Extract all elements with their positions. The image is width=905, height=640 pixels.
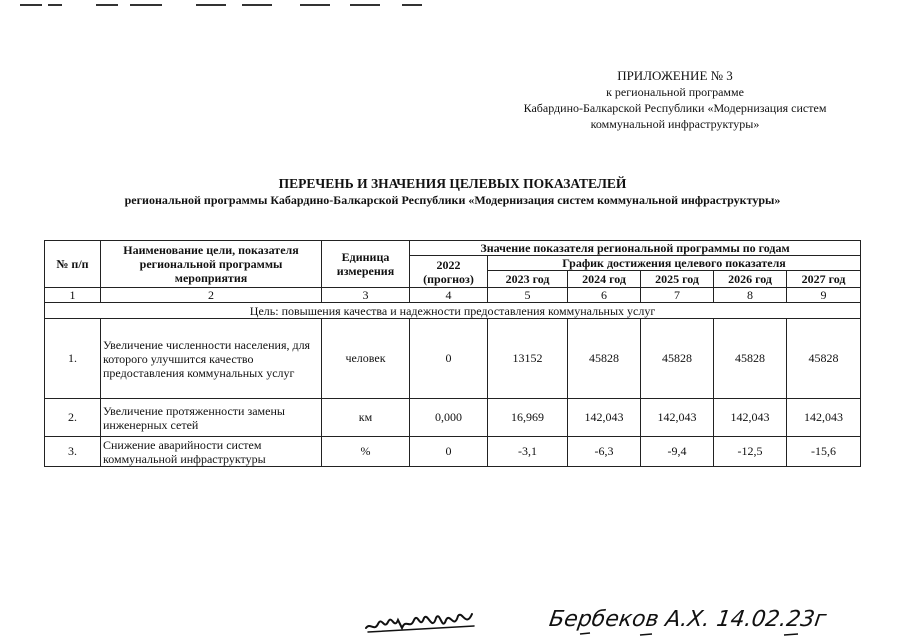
title-line-2: региональной программы Кабардино-Балкарской Республики «Модернизация систем коммунальной инфраструктуры» bbox=[124, 193, 781, 207]
row-value: -12,5 bbox=[714, 437, 787, 467]
row-num: 1. bbox=[45, 319, 101, 399]
document-title bbox=[0, 175, 905, 208]
row-unit: % bbox=[322, 437, 410, 467]
row-value-2022: 0,000 bbox=[410, 399, 488, 437]
goal-row: Цель: повышения качества и надежности предоставления коммунальных услуг bbox=[45, 303, 861, 319]
appendix-line: коммунальной инфраструктуры» bbox=[590, 117, 760, 131]
row-value: 45828 bbox=[641, 319, 714, 399]
handwritten-name-date bbox=[548, 600, 888, 640]
appendix-heading: ПРИЛОЖЕНИЕ № 3 bbox=[617, 68, 733, 83]
row-unit: человек bbox=[322, 319, 410, 399]
header-schedule: График достижения целевого показателя bbox=[488, 256, 861, 271]
header-line-fragment bbox=[20, 4, 42, 6]
header-unit: Единица измерения bbox=[322, 241, 410, 288]
row-value: 142,043 bbox=[568, 399, 641, 437]
row-unit: км bbox=[322, 399, 410, 437]
row-value-2022: 0 bbox=[410, 437, 488, 467]
title-line-1: ПЕРЕЧЕНЬ И ЗНАЧЕНИЯ ЦЕЛЕВЫХ ПОКАЗАТЕЛЕЙ bbox=[278, 176, 627, 191]
header-line-fragment bbox=[196, 4, 226, 6]
row-value-2022: 0 bbox=[410, 319, 488, 399]
table-row bbox=[45, 437, 861, 467]
table-row bbox=[45, 399, 861, 437]
appendix-block bbox=[455, 68, 895, 132]
column-number: 4 bbox=[410, 288, 488, 303]
indicators-table bbox=[44, 240, 861, 467]
row-value: 45828 bbox=[568, 319, 641, 399]
column-number: 3 bbox=[322, 288, 410, 303]
header-year: 2026 год bbox=[714, 271, 787, 288]
header-line-fragment bbox=[130, 4, 162, 6]
row-value: -15,6 bbox=[787, 437, 861, 467]
row-value: -9,4 bbox=[641, 437, 714, 467]
header-line-fragment bbox=[242, 4, 272, 6]
header-line-fragment bbox=[350, 4, 380, 6]
row-value: 142,043 bbox=[787, 399, 861, 437]
row-num: 2. bbox=[45, 399, 101, 437]
header-year: 2027 год bbox=[787, 271, 861, 288]
header-num: № п/п bbox=[45, 241, 101, 288]
appendix-line: к региональной программе bbox=[606, 85, 744, 99]
row-value: 142,043 bbox=[641, 399, 714, 437]
column-number: 8 bbox=[714, 288, 787, 303]
row-num: 3. bbox=[45, 437, 101, 467]
handwritten-name-text: Бербеков А.Х. 14.02.23г bbox=[548, 606, 828, 632]
column-number: 5 bbox=[488, 288, 568, 303]
column-number: 1 bbox=[45, 288, 101, 303]
column-number: 2 bbox=[101, 288, 322, 303]
row-value: 142,043 bbox=[714, 399, 787, 437]
column-number: 7 bbox=[641, 288, 714, 303]
column-number: 9 bbox=[787, 288, 861, 303]
row-value: -3,1 bbox=[488, 437, 568, 467]
header-line-fragment bbox=[402, 4, 422, 6]
header-line-fragment bbox=[48, 4, 62, 6]
appendix-line: Кабардино-Балкарской Республики «Модернизация систем bbox=[523, 101, 827, 115]
signature-scribble bbox=[362, 604, 482, 638]
header-values: Значение показателя региональной программы по годам bbox=[410, 241, 861, 256]
row-name: Увеличение протяженности замены инженерных сетей bbox=[101, 399, 322, 437]
row-value: 45828 bbox=[714, 319, 787, 399]
header-line-fragment bbox=[300, 4, 330, 6]
row-value: 13152 bbox=[488, 319, 568, 399]
header-name: Наименование цели, показателя региональной программы мероприятия bbox=[101, 241, 322, 288]
header-year: 2023 год bbox=[488, 271, 568, 288]
row-name: Снижение аварийности систем коммунальной инфраструктуры bbox=[101, 437, 322, 467]
header-year: 2025 год bbox=[641, 271, 714, 288]
row-value: 45828 bbox=[787, 319, 861, 399]
row-value: 16,969 bbox=[488, 399, 568, 437]
row-name: Увеличение численности населения, для которого улучшится качество предоставления коммунальных услуг bbox=[101, 319, 322, 399]
column-number: 6 bbox=[568, 288, 641, 303]
row-value: -6,3 bbox=[568, 437, 641, 467]
header-line-fragment bbox=[96, 4, 118, 6]
table-row bbox=[45, 319, 861, 399]
header-year: 2024 год bbox=[568, 271, 641, 288]
header-2022: 2022 (прогноз) bbox=[410, 256, 488, 288]
